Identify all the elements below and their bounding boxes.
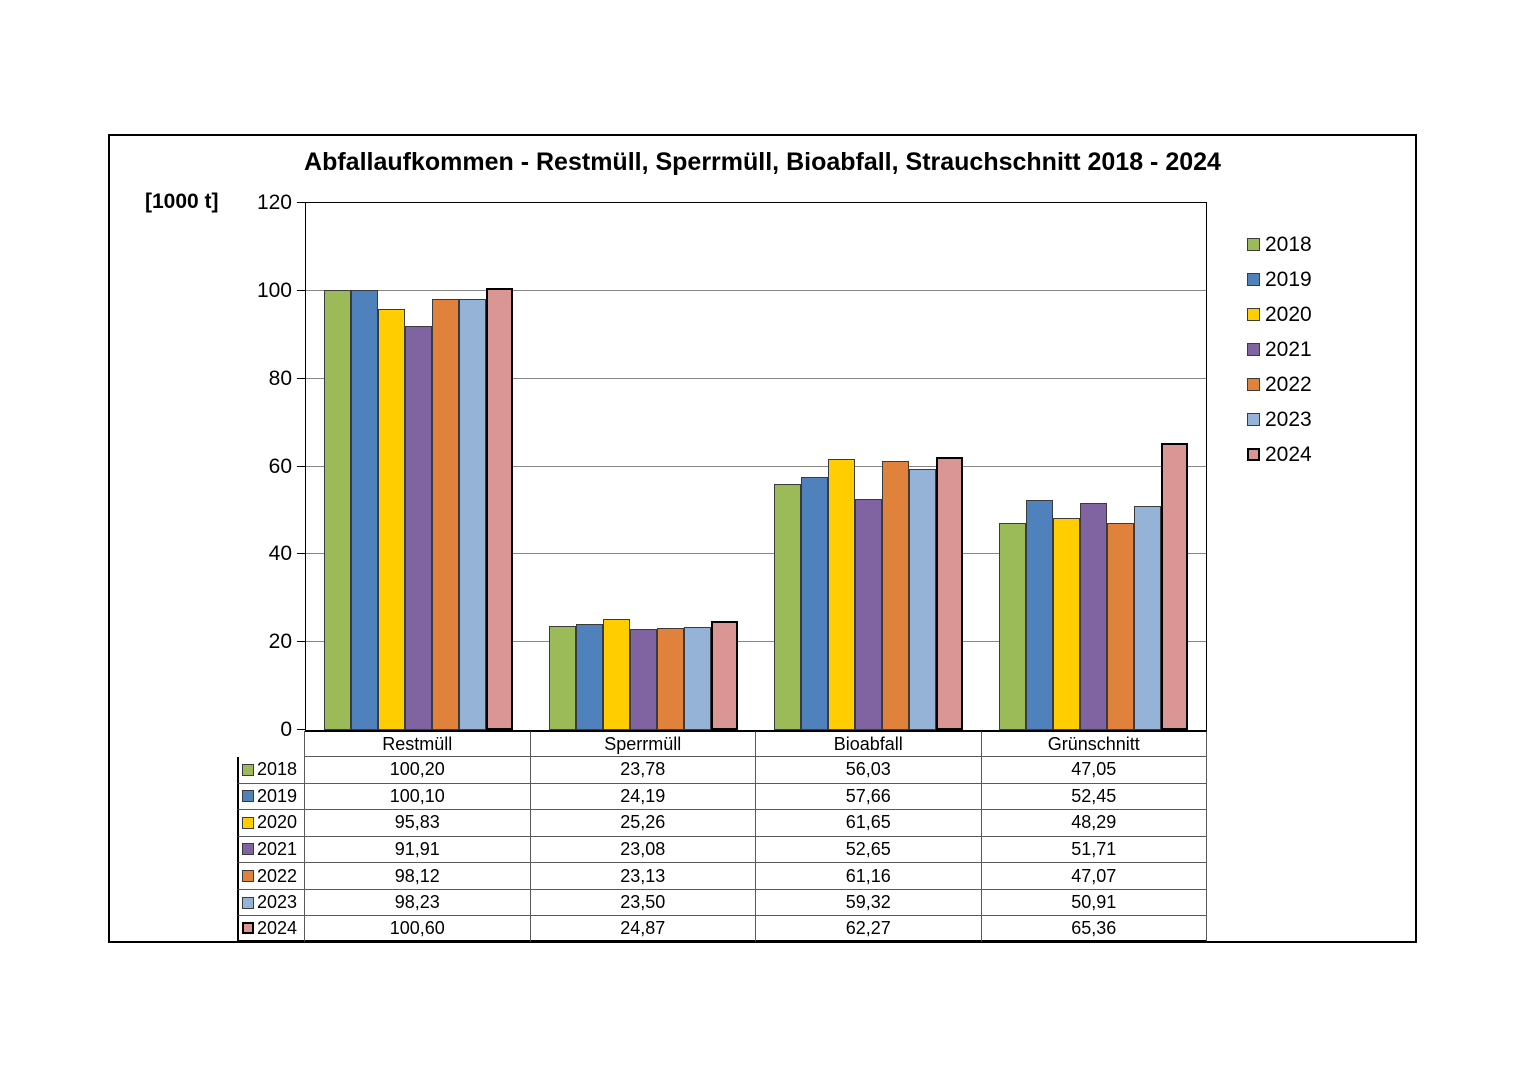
bar-2018-Grünschnitt xyxy=(999,523,1026,730)
bar-2020-Sperrmüll xyxy=(603,619,630,730)
table-value-cell-2019-Grünschnitt: 52,45 xyxy=(982,784,1208,811)
legend-label: 2019 xyxy=(1265,268,1312,291)
legend-swatch-icon xyxy=(1247,273,1260,286)
legend xyxy=(1247,234,1312,479)
bar-2023-Bioabfall xyxy=(909,469,936,730)
y-tick-mark xyxy=(297,290,305,291)
bar-2019-Sperrmüll xyxy=(576,624,603,730)
table-value-cell-2018-Restmüll: 100,20 xyxy=(305,757,531,784)
legend-label: 2024 xyxy=(1265,443,1312,466)
table-year-label: 2020 xyxy=(257,812,298,833)
legend-swatch-icon xyxy=(1247,308,1260,321)
table-year-cell-2019 xyxy=(237,784,305,811)
y-tick-label: 80 xyxy=(268,366,292,390)
bar-2024-Restmüll xyxy=(486,288,513,730)
bar-2023-Grünschnitt xyxy=(1134,506,1161,730)
table-swatch-icon xyxy=(242,764,254,776)
y-tick-label: 120 xyxy=(256,191,292,214)
legend-swatch-icon xyxy=(1247,378,1260,391)
bar-2019-Grünschnitt xyxy=(1026,500,1053,730)
table-year-label: 2024 xyxy=(257,917,298,938)
y-tick-mark xyxy=(297,378,305,379)
table-value-cell-2022-Grünschnitt: 47,07 xyxy=(982,863,1208,890)
bar-2020-Bioabfall xyxy=(828,459,855,730)
table-year-label: 2023 xyxy=(257,892,298,913)
table-value-cell-2024-Bioabfall: 62,27 xyxy=(756,916,982,943)
legend-label: 2021 xyxy=(1265,338,1312,361)
table-value-cell-2018-Sperrmüll: 23,78 xyxy=(531,757,757,784)
y-tick-mark xyxy=(297,466,305,467)
table-year-cell-2022 xyxy=(237,863,305,890)
table-value-cell-2019-Bioabfall: 57,66 xyxy=(756,784,982,811)
table-year-label: 2022 xyxy=(257,865,298,886)
y-tick-label: 40 xyxy=(268,542,292,566)
y-tick-mark xyxy=(297,641,305,642)
bar-2021-Bioabfall xyxy=(855,499,882,730)
table-value-cell-2023-Restmüll: 98,23 xyxy=(305,890,531,917)
bar-2024-Sperrmüll xyxy=(711,621,738,730)
gridline xyxy=(306,290,1206,291)
bar-2021-Grünschnitt xyxy=(1080,503,1107,730)
table-value-cell-2024-Sperrmüll: 24,87 xyxy=(531,916,757,943)
table-value-cell-2018-Grünschnitt: 47,05 xyxy=(982,757,1208,784)
table-year-label: 2021 xyxy=(257,838,298,859)
legend-label: 2023 xyxy=(1265,408,1312,431)
table-header-cell: Grünschnitt xyxy=(982,731,1208,757)
table-value-cell-2020-Sperrmüll: 25,26 xyxy=(531,810,757,837)
table-year-cell-2023 xyxy=(237,890,305,917)
bar-2020-Grünschnitt xyxy=(1053,518,1080,730)
legend-entry-2024 xyxy=(1247,444,1312,465)
y-tick-mark xyxy=(297,553,305,554)
table-value-cell-2021-Sperrmüll: 23,08 xyxy=(531,837,757,864)
data-table xyxy=(237,731,1207,943)
table-swatch-icon xyxy=(242,790,254,802)
table-year-label: 2019 xyxy=(257,785,298,806)
table-header-cell: Sperrmüll xyxy=(531,731,757,757)
table-year-label: 2018 xyxy=(257,759,298,780)
table-value-cell-2023-Bioabfall: 59,32 xyxy=(756,890,982,917)
table-value-cell-2019-Restmüll: 100,10 xyxy=(305,784,531,811)
bar-2021-Restmüll xyxy=(405,326,432,730)
plot-area xyxy=(305,202,1207,731)
bar-2023-Sperrmüll xyxy=(684,627,711,730)
table-swatch-icon xyxy=(242,870,254,882)
bar-2022-Bioabfall xyxy=(882,461,909,730)
table-value-cell-2019-Sperrmüll: 24,19 xyxy=(531,784,757,811)
bar-2022-Grünschnitt xyxy=(1107,523,1134,730)
bar-2024-Grünschnitt xyxy=(1161,443,1188,730)
table-value-cell-2024-Restmüll: 100,60 xyxy=(305,916,531,943)
bar-2018-Sperrmüll xyxy=(549,626,576,730)
y-axis-unit-label: [1000 t] xyxy=(145,190,219,213)
table-year-cell-2024 xyxy=(237,916,305,943)
y-tick-mark xyxy=(297,202,305,203)
legend-entry-2021 xyxy=(1247,339,1312,360)
legend-entry-2023 xyxy=(1247,409,1312,430)
table-header-cell: Restmüll xyxy=(305,731,531,757)
bar-2019-Restmüll xyxy=(351,290,378,730)
legend-swatch-icon xyxy=(1247,343,1260,356)
table-value-cell-2020-Bioabfall: 61,65 xyxy=(756,810,982,837)
table-value-cell-2020-Restmüll: 95,83 xyxy=(305,810,531,837)
table-value-cell-2023-Sperrmüll: 23,50 xyxy=(531,890,757,917)
legend-label: 2020 xyxy=(1265,303,1312,326)
bar-2022-Sperrmüll xyxy=(657,628,684,730)
table-year-cell-2020 xyxy=(237,810,305,837)
table-value-cell-2022-Restmüll: 98,12 xyxy=(305,863,531,890)
table-value-cell-2022-Bioabfall: 61,16 xyxy=(756,863,982,890)
legend-entry-2020 xyxy=(1247,304,1312,325)
table-swatch-icon xyxy=(242,843,254,855)
y-tick-mark xyxy=(297,729,305,730)
table-year-cell-2021 xyxy=(237,837,305,864)
y-tick-label: 60 xyxy=(268,454,292,478)
chart-title: Abfallaufkommen - Restmüll, Sperrmüll, Bioabfall, Strauchschnitt 2018 - 2024 xyxy=(304,148,1221,176)
bar-2023-Restmüll xyxy=(459,299,486,730)
table-value-cell-2021-Grünschnitt: 51,71 xyxy=(982,837,1208,864)
legend-label: 2018 xyxy=(1265,233,1312,256)
legend-swatch-icon xyxy=(1247,413,1260,426)
bar-2022-Restmüll xyxy=(432,299,459,730)
table-corner-spacer xyxy=(237,731,305,757)
y-tick-label: 100 xyxy=(256,278,292,302)
bar-2021-Sperrmüll xyxy=(630,629,657,730)
table-value-cell-2020-Grünschnitt: 48,29 xyxy=(982,810,1208,837)
legend-swatch-icon xyxy=(1247,448,1260,461)
table-value-cell-2021-Restmüll: 91,91 xyxy=(305,837,531,864)
legend-label: 2022 xyxy=(1265,373,1312,396)
bar-2019-Bioabfall xyxy=(801,477,828,730)
legend-entry-2018 xyxy=(1247,234,1312,255)
table-value-cell-2023-Grünschnitt: 50,91 xyxy=(982,890,1208,917)
table-swatch-icon xyxy=(242,897,254,909)
table-value-cell-2022-Sperrmüll: 23,13 xyxy=(531,863,757,890)
table-year-cell-2018 xyxy=(237,757,305,784)
bar-2018-Restmüll xyxy=(324,290,351,730)
table-value-cell-2021-Bioabfall: 52,65 xyxy=(756,837,982,864)
legend-swatch-icon xyxy=(1247,238,1260,251)
table-swatch-icon xyxy=(242,817,254,829)
legend-entry-2022 xyxy=(1247,374,1312,395)
table-value-cell-2024-Grünschnitt: 65,36 xyxy=(982,916,1208,943)
legend-entry-2019 xyxy=(1247,269,1312,290)
bar-2018-Bioabfall xyxy=(774,484,801,730)
bar-2020-Restmüll xyxy=(378,309,405,730)
table-header-cell: Bioabfall xyxy=(756,731,982,757)
y-tick-label: 0 xyxy=(280,718,292,741)
y-tick-label: 20 xyxy=(268,630,292,654)
table-value-cell-2018-Bioabfall: 56,03 xyxy=(756,757,982,784)
table-swatch-icon xyxy=(242,922,254,934)
bar-2024-Bioabfall xyxy=(936,457,963,730)
